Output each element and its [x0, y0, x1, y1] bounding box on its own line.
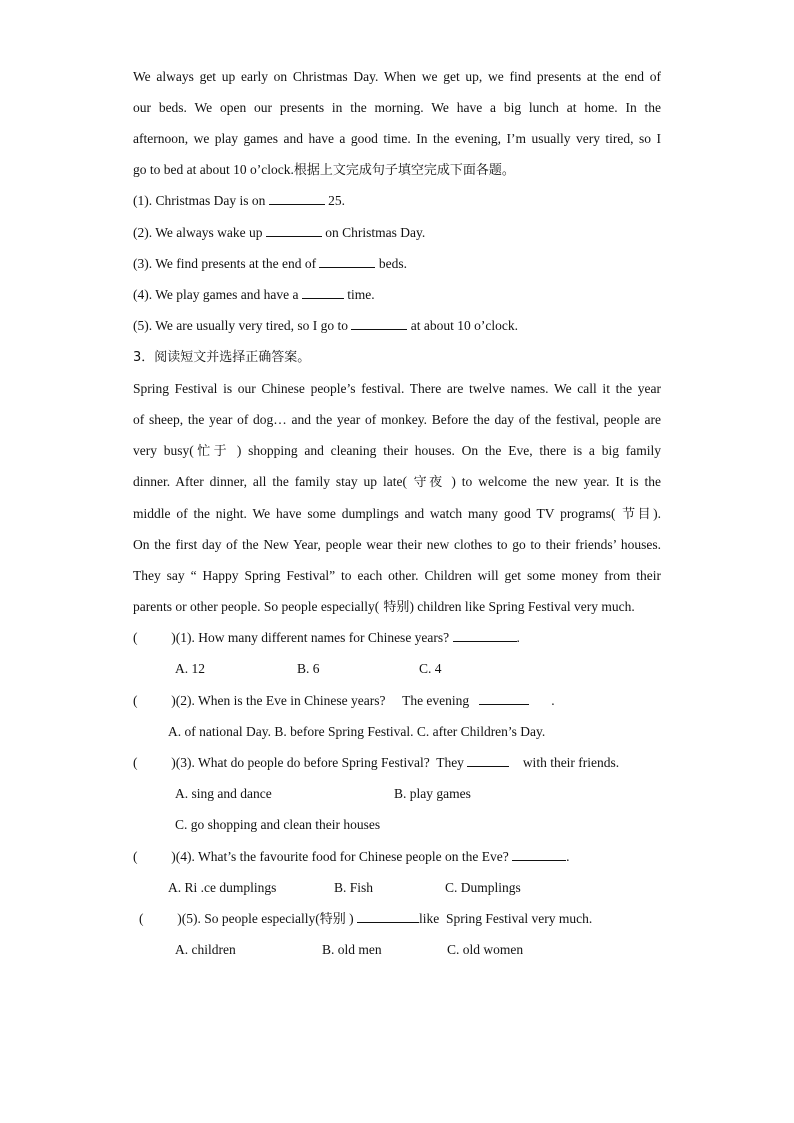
passage1-line: We always get up early on Christmas Day. When we get up, we find presents at the end of	[133, 69, 661, 84]
question-text: (1). Christmas Day is on	[133, 193, 269, 208]
option[interactable]: C. old women	[447, 942, 524, 957]
question-text: .	[566, 849, 570, 864]
passage2-line	[133, 598, 635, 617]
gloss-text: 节目	[615, 507, 654, 522]
passage-text: middle of the night. We have some dumplings and watch many good TV programs(	[133, 506, 616, 521]
answer-blank[interactable]	[467, 754, 509, 767]
answer-blank[interactable]	[512, 848, 566, 861]
question-text: (4). What’s the favourite food for Chinese people on the Eve?	[175, 849, 513, 864]
option[interactable]: C. go shopping and clean their houses	[175, 817, 381, 832]
option[interactable]: A. children	[175, 942, 236, 957]
passage1-last-line	[133, 161, 515, 180]
mc-question-4	[133, 848, 570, 866]
answer-blank[interactable]	[269, 192, 325, 205]
question-text: beds.	[375, 256, 407, 271]
passage-text: very busy(	[133, 443, 194, 458]
question-text: (3). What do people do before Spring Festival? They	[175, 755, 468, 770]
option[interactable]: A. 12	[175, 661, 205, 676]
option[interactable]: B. 6	[297, 661, 320, 676]
option[interactable]: A. Ri .ce dumplings	[168, 880, 277, 895]
passage2-line	[133, 505, 661, 524]
answer-blank[interactable]	[479, 692, 529, 705]
question-text: (3). We find presents at the end of	[133, 256, 320, 271]
option[interactable]: C. Dumplings	[445, 880, 521, 895]
passage-text: parents or other people. So people especially(	[133, 599, 380, 614]
instruction-text: 根据上文完成句子填空完成下面各题。	[293, 163, 515, 178]
question-text: (5). So people especially(	[181, 911, 320, 926]
question-text: 25.	[324, 193, 345, 208]
answer-paren[interactable]: ( )	[139, 911, 182, 926]
mc-question-3	[133, 754, 619, 772]
passage2-line: They say “ Happy Spring Festival” to each other. Children will get some money from their	[133, 568, 661, 583]
question-text: (2). We always wake up	[133, 225, 266, 240]
answer-paren[interactable]: ( )	[133, 755, 176, 770]
answer-paren[interactable]: ( )	[133, 630, 176, 645]
option[interactable]: B. Fish	[334, 880, 374, 895]
passage2-line: Spring Festival is our Chinese people’s festival. There are twelve names. We call it the year	[133, 381, 661, 396]
question-text: (4). We play games and have a	[133, 287, 302, 302]
passage2-line: of sheep, the year of dog… and the year of monkey. Before the day of the festival, people are	[133, 412, 661, 427]
answer-blank[interactable]	[319, 255, 375, 268]
option[interactable]: A. sing and dance	[175, 786, 272, 801]
question-text: .	[551, 693, 555, 708]
section-heading: 3．阅读短文并选择正确答案。	[133, 350, 311, 365]
question-text: with their friends.	[509, 755, 620, 770]
passage2-line	[133, 442, 661, 461]
question-text: (5). We are usually very tired, so I go to	[133, 318, 352, 333]
fill-question-3	[133, 255, 407, 273]
answer-blank[interactable]	[302, 286, 344, 299]
gloss-text: 特别	[319, 912, 346, 927]
fill-question-5	[133, 317, 518, 335]
answer-paren[interactable]: ( )	[133, 849, 176, 864]
passage-text: ) shopping and cleaning their houses. On the Eve, there is a big family	[230, 443, 661, 458]
passage-text: ) to welcome the new year. It is the	[451, 474, 661, 489]
mc-question-5	[139, 910, 592, 929]
passage-text: dinner. After dinner, all the family stay up late(	[133, 474, 407, 489]
option[interactable]: B. old men	[322, 942, 382, 957]
question-text: .	[516, 630, 520, 645]
answer-blank[interactable]	[351, 317, 407, 330]
option[interactable]: B. play games	[394, 786, 471, 801]
gloss-text: 特别	[379, 600, 410, 615]
mc-question-2	[133, 692, 555, 710]
answer-paren[interactable]: ( )	[133, 693, 176, 708]
gloss-text: 守夜	[406, 475, 452, 490]
passage2-line	[133, 473, 661, 492]
question-text: on Christmas Day.	[321, 225, 426, 240]
answer-blank[interactable]	[357, 910, 419, 923]
passage2-line: On the first day of the New Year, people wear their new clothes to go to their friends’ houses.	[133, 537, 661, 552]
question-text: time.	[343, 287, 375, 302]
question-text: at about 10 o’clock.	[407, 318, 518, 333]
passage-text: ) children like Spring Festival very much.	[409, 599, 635, 614]
question-text: like Spring Festival very much.	[418, 911, 593, 926]
passage-text: ).	[653, 506, 661, 521]
question-text: (2). When is the Eve in Chinese years? The evening	[175, 693, 480, 708]
fill-question-2	[133, 224, 425, 242]
question-text: )	[345, 911, 357, 926]
option[interactable]: C. 4	[419, 661, 442, 676]
answer-blank[interactable]	[266, 224, 322, 237]
passage1-line: afternoon, we play games and have a good time. In the evening, I’m usually very tired, so I	[133, 131, 661, 146]
fill-question-1	[133, 192, 345, 210]
answer-blank[interactable]	[453, 629, 517, 642]
passage1-text: go to bed at about 10 o’clock.	[133, 162, 294, 177]
mc-question-1	[133, 629, 520, 647]
fill-question-4	[133, 286, 375, 304]
gloss-text: 忙于	[193, 444, 231, 459]
option[interactable]: A. of national Day. B. before Spring Festival. C. after Children’s Day.	[168, 724, 546, 739]
question-text: (1). How many different names for Chinese years?	[175, 630, 453, 645]
passage1-line: our beds. We open our presents in the morning. We have a big lunch at home. In the	[133, 100, 661, 115]
